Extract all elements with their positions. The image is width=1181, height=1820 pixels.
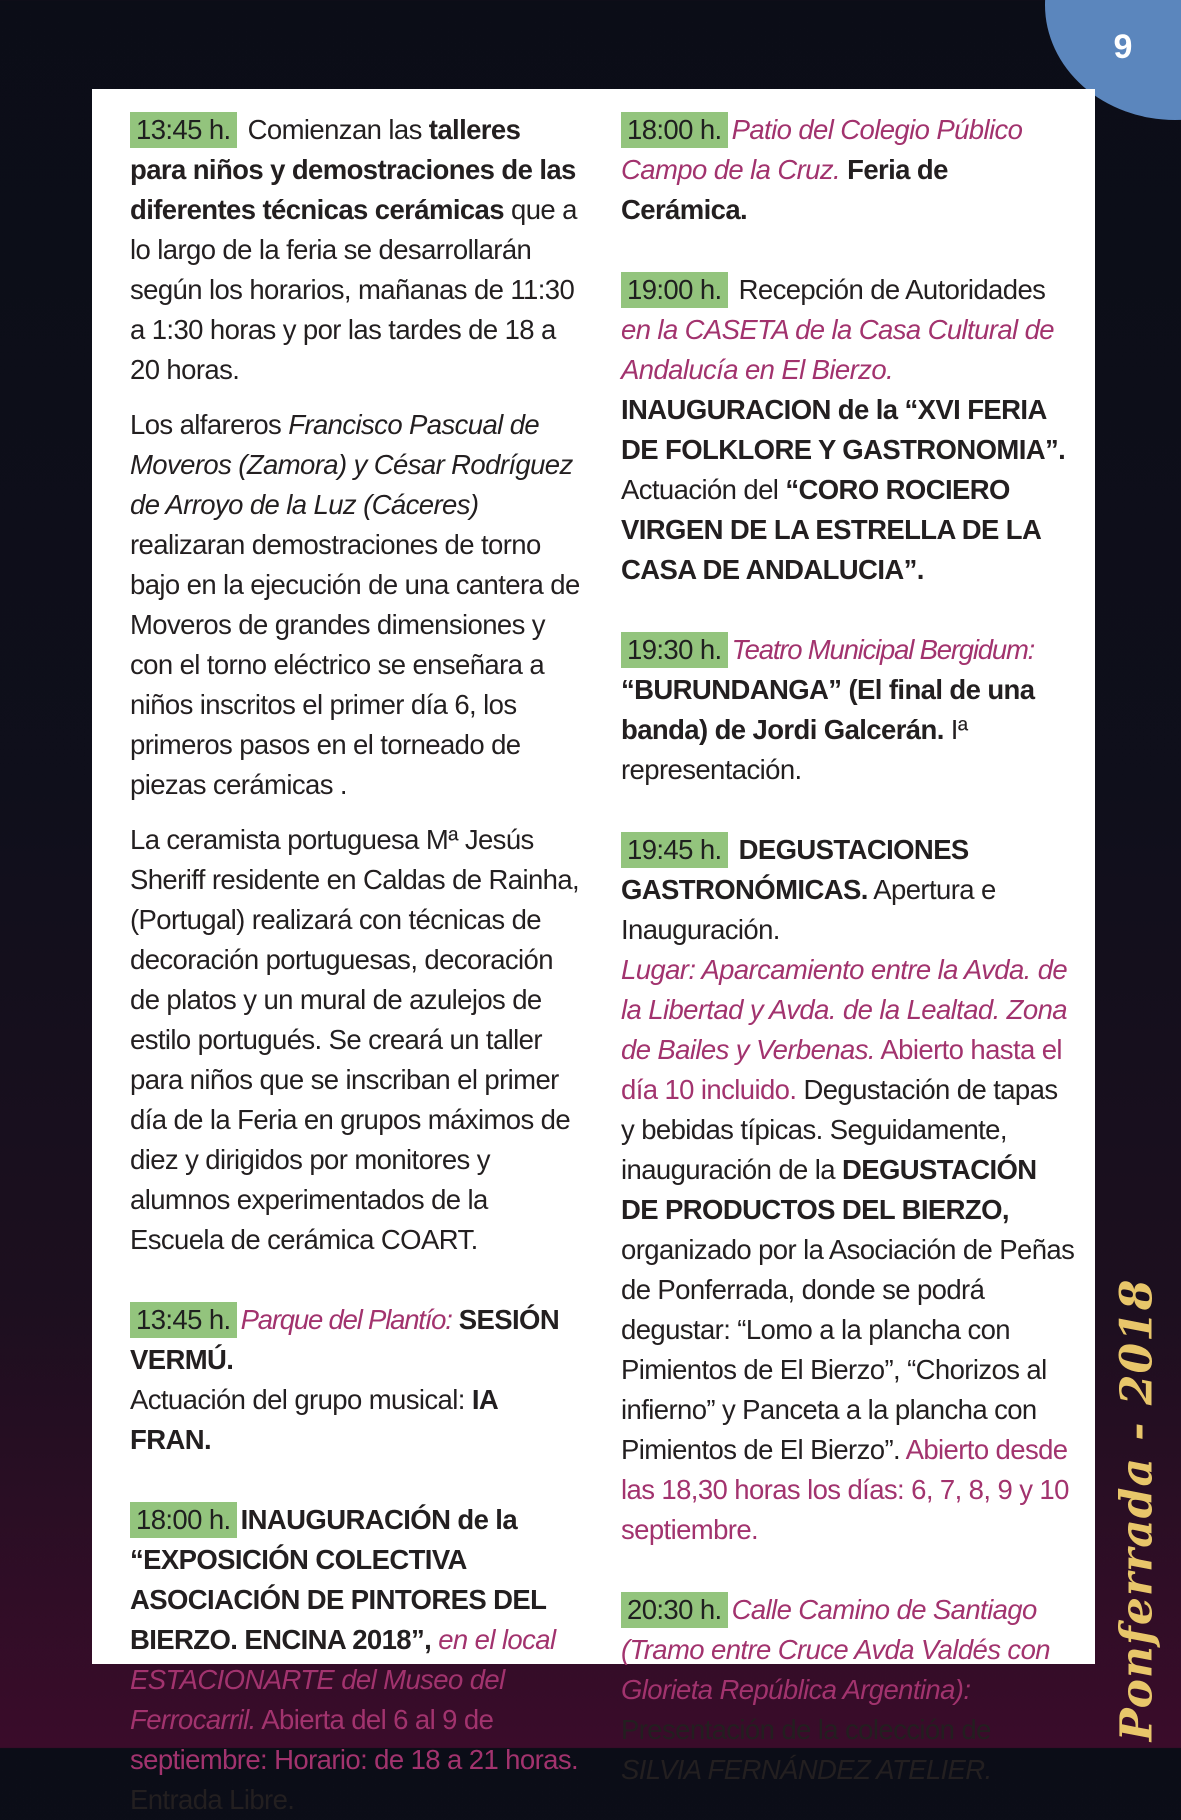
portuguese-ceramist-paragraph: La ceramista portuguesa Mª Jesús Sheriff residente en Caldas de Rainha, (Portugal) realizará con técnicas de decoración portuguesas, decoración de platos y un mural de azulejos de estilo portugués. Se creará un taller para niños que se inscriban el primer día de la Feria en grupos máximos de diez y dirigidos por monitores y alumnos experimentados de la Escuela de cerámica COART. [130, 824, 580, 1255]
event-time: 19:30 h. [621, 632, 728, 668]
event-degustaciones: 19:45 h. DEGUSTACIONES GASTRONÓMICAS. Apertura e Inauguración. Lugar: Aparcamiento entre la Avda. de la Libertad y Avda. de la Lealtad. Zona de Bailes y Verbenas. Abierto hasta el día 10 incluido. Degustación de tapas y bebidas típicas. Seguidamente, inauguración de la DEGUSTACIÓN DE PRODUCTOS DEL BIERZO, organizado por la Asociación de Peñas de Ponferrada, donde se podrá degustar: “Lomo a la plancha con Pimientos de El Bierzo”, “Chorizos al infierno” y Panceta a la plancha con Pimientos de El Bierzo”. Abierto desde las 18,30 horas los días: 6, 7, 8, 9 y 10 septiembre. [621, 834, 1075, 1545]
event-time: 19:45 h. [621, 832, 728, 868]
content-panel [92, 89, 1095, 1815]
event-silvia-fernandez: 20:30 h. Calle Camino de Santiago (Tramo entre Cruce Avda Valdés con Glorieta República Argentina): Presentación de la colección de SILVIA FERNÁNDEZ ATELIER. [621, 1594, 1050, 1785]
event-exposicion-colectiva: 18:00 h. INAUGURACIÓN de la “EXPOSICIÓN COLECTIVA ASOCIACIÓN DE PINTORES DEL BIERZO. ENCINA 2018”, en el local ESTACIONARTE del Museo del Ferrocarril. Abierta del 6 al 9 de septiembre: Horario: de 18 a 21 horas. Entrada Libre. [130, 1504, 579, 1815]
potters-paragraph: Los alfareros Francisco Pascual de Moveros (Zamora) y César Rodríguez de Arroyo de la Luz (Cáceres) realizaran demostraciones de torno bajo en la ejecución de una cantera de Moveros de grandes dimensiones y con el torno eléctrico se enseñara a niños inscritos el primer día 6, los primeros pasos en el torneado de piezas cerámicas . [130, 409, 580, 800]
event-time: 18:00 h. [130, 1502, 237, 1538]
left-column [130, 110, 580, 1820]
event-time: 20:30 h. [621, 1592, 728, 1628]
right-column [621, 110, 1077, 1790]
event-time: 18:00 h. [621, 112, 728, 148]
event-time: 13:45 h. [130, 1302, 237, 1338]
event-ceramics-workshops: 13:45 h. Comienzan las talleres para niños y demostraciones de las diferentes técnicas cerámicas que a lo largo de la feria se desarrollarán según los horarios, mañanas de 11:30 a 1:30 horas y por las tardes de 18 a 20 horas. [130, 114, 577, 385]
page-number: 9 [1113, 28, 1133, 66]
event-feria-ceramica: 18:00 h. Patio del Colegio Público Campo de la Cruz. Feria de Cerámica. [621, 114, 1023, 225]
event-sesion-vermu: 13:45 h. Parque del Plantío: SESIÓN VERMÚ. Actuación del grupo musical: IA FRAN. [130, 1304, 560, 1455]
event-time: 13:45 h. [130, 112, 237, 148]
event-time: 19:00 h. [621, 272, 728, 308]
brand-ponferrada-2018: Ponferrada - 2018 [1111, 1278, 1163, 1742]
event-burundanga: 19:30 h. Teatro Municipal Bergidum: “BURUNDANGA” (El final de una banda) de Jordi Galcerán. Iª representación. [621, 634, 1035, 785]
event-inauguracion-feria-folklore: 19:00 h. Recepción de Autoridades en la CASETA de la Casa Cultural de Andalucía en El Bierzo. INAUGURACION de la “XVI FERIA DE FOLKLORE Y GASTRONOMIA”. Actuación del “CORO ROCIERO VIRGEN DE LA ESTRELLA DE LA CASA DE ANDALUCIA”. [621, 274, 1066, 585]
